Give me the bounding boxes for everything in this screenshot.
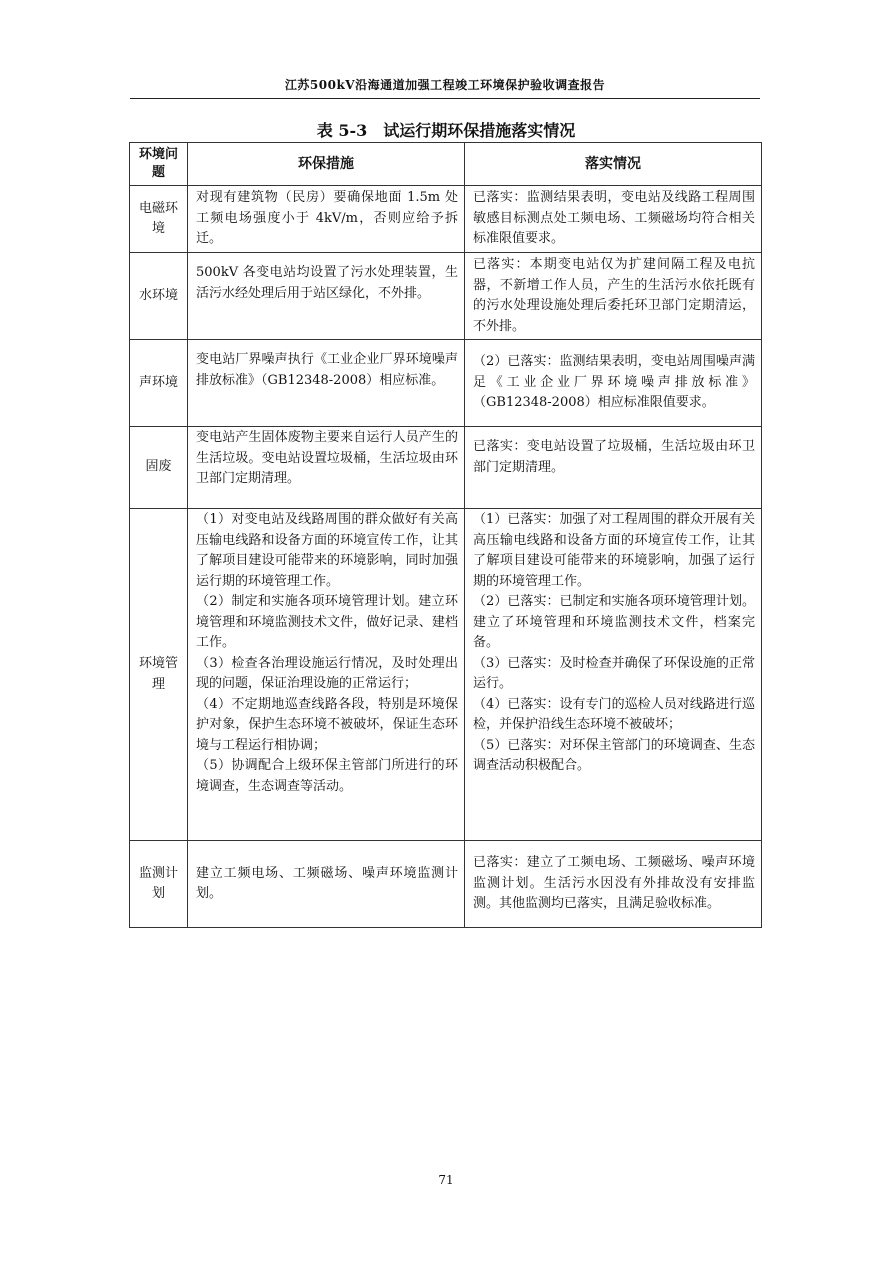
cell-issue: 声环境 <box>130 340 188 427</box>
status-item: （5）已落实：对环保主管部门的环境调查、生态调查活动积极配合。 <box>473 737 755 773</box>
table-row <box>130 841 762 928</box>
measure-item: （5）协调配合上级环保主管部门所进行的环境调查，生态调查等活动。 <box>196 758 458 794</box>
table-row <box>130 509 762 841</box>
cell-status <box>465 253 762 340</box>
measure-item: （3）检查各治理设施运行情况，及时处理出现的问题，保证治理设施的正常运行； <box>196 655 458 691</box>
status-item: （2）已落实：已制定和实施各项环境管理计划。建立了环境管理和环境监测技术文件，档案完备。 <box>473 594 755 650</box>
measure-item: （1）对变电站及线路周围的群众做好有关高压输电线路和设备方面的环境宣传工作，让其了解项目建设可能带来的环境影响，同时加强运行期的环境管理工作。 <box>196 512 458 589</box>
measure-text: 500kV 各变电站均设置了污水处理装置，生活污水经处理后用于站区绿化，不外排。 <box>196 265 458 301</box>
running-header: 江苏500kV沿海通道加强工程竣工环境保护验收调查报告 <box>284 78 606 92</box>
table-header-row <box>130 143 762 186</box>
measure-text: 对现有建筑物（民房）要确保地面 1.5m 处工频电场强度小于 4kV/m，否则应给予拆迁。 <box>196 190 458 247</box>
status-text: 已落实：本期变电站仅为扩建间隔工程及电抗器，不新增工作人员，产生的生活污水依托既有的污水处理设施处理后委托环卫部门定期清运，不外排。 <box>473 257 755 334</box>
header-status: 落实情况 <box>465 143 762 186</box>
header-measures: 环保措施 <box>188 143 465 186</box>
status-item: （4）已落实：设有专门的巡检人员对线路进行巡检，并保护沿线生态环境不被破坏； <box>473 696 755 732</box>
cell-issue: 固废 <box>130 427 188 509</box>
measure-text: 变电站厂界噪声执行《工业企业厂界环境噪声排放标准》（GB12348-2008）相应标准。 <box>196 352 458 388</box>
cell-status <box>465 186 762 253</box>
cell-status <box>465 841 762 928</box>
cell-issue: 电磁环境 <box>130 186 188 253</box>
cell-status <box>465 509 762 841</box>
measure-item: （2）制定和实施各项环境管理计划。建立环境管理和环境监测技术文件，做好记录、建档工作。 <box>196 594 458 650</box>
measure-item: （4）不定期地巡查线路各段，特别是环境保护对象，保护生态环境不被破坏，保证生态环境与工程运行相协调； <box>196 696 458 753</box>
status-text: 已落实：建立了工频电场、工频磁场、噪声环境监测计划。生活污水因没有外排故没有安排监测。其他监测均已落实，且满足验收标准。 <box>473 855 755 912</box>
table-row <box>130 340 762 427</box>
measures-table <box>129 142 762 928</box>
status-text: （2）已落实：监测结果表明，变电站周围噪声满足《工业企业厂界环境噪声排放标准》（GB12348-2008）相应标准限值要求。 <box>473 354 755 411</box>
cell-measures <box>188 253 465 340</box>
measure-text: 变电站产生固体废物主要来自运行人员产生的生活垃圾。变电站设置垃圾桶，生活垃圾由环卫部门定期清理。 <box>196 430 458 486</box>
table-row <box>130 427 762 509</box>
header-rule <box>130 98 760 99</box>
table-row <box>130 186 762 253</box>
status-text: 已落实：变电站设置了垃圾桶，生活垃圾由环卫部门定期清理。 <box>473 439 755 475</box>
status-text: 已落实：监测结果表明，变电站及线路工程周围敏感目标测点处工频电场、工频磁场均符合相关标准限值要求。 <box>473 190 755 247</box>
cell-issue: 水环境 <box>130 253 188 340</box>
status-item: （3）已落实：及时检查并确保了环保设施的正常运行。 <box>473 655 755 691</box>
cell-measures <box>188 186 465 253</box>
table-title: 表 5-3 试运行期环保措施落实情况 <box>316 121 576 140</box>
status-item: （1）已落实：加强了对工程周围的群众开展有关高压输电线路和设备方面的环境宣传工作，让其了解项目建设可能带来的环境影响，加强了运行期的环境管理工作。 <box>473 512 755 589</box>
cell-measures <box>188 509 465 841</box>
cell-measures <box>188 841 465 928</box>
cell-issue: 监测计划 <box>130 841 188 928</box>
table-row <box>130 253 762 340</box>
cell-status <box>465 427 762 509</box>
cell-status <box>465 340 762 427</box>
cell-measures <box>188 427 465 509</box>
cell-measures <box>188 340 465 427</box>
page-number: 71 <box>438 1173 454 1187</box>
cell-issue: 环境管理 <box>130 509 188 841</box>
measure-text: 建立工频电场、工频磁场、噪声环境监测计划。 <box>196 865 458 901</box>
header-issue: 环境问题 <box>130 143 188 186</box>
